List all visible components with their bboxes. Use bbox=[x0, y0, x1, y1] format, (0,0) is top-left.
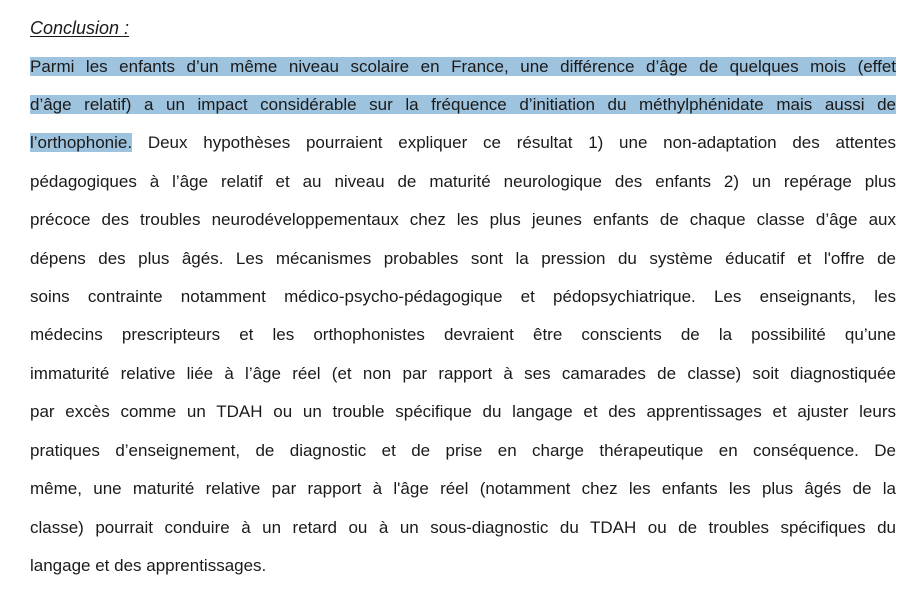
paragraph-line bbox=[30, 551, 896, 581]
body-text: même, une maturité relative par rapport à l'âge réel (notamment chez les enfants les plus âgés de la bbox=[30, 479, 896, 498]
paragraph-line bbox=[30, 90, 896, 120]
body-text: Deux hypothèses pourraient expliquer ce résultat 1) une non-adaptation des attentes bbox=[132, 133, 896, 152]
body-text: médecins prescripteurs et les orthophonistes devraient être conscients de la possibilité qu’une bbox=[30, 325, 896, 344]
body-text: pédagogiques à l’âge relatif et au niveau de maturité neurologique des enfants 2) un repérage plus bbox=[30, 172, 896, 191]
highlighted-text[interactable]: l’orthophonie. bbox=[30, 133, 133, 152]
highlighted-text[interactable]: Parmi les enfants d’un même niveau scolaire en France, une différence d’âge de quelques mois (effet bbox=[30, 57, 896, 76]
paragraph-line bbox=[30, 205, 896, 235]
paragraph-line bbox=[30, 244, 896, 274]
paragraph-line bbox=[30, 128, 896, 158]
paragraph-line bbox=[30, 513, 896, 543]
paragraph-line bbox=[30, 359, 896, 389]
body-text: classe) pourrait conduire à un retard ou à un sous-diagnostic du TDAH ou de troubles spécifiques du bbox=[30, 518, 896, 537]
body-text: dépens des plus âgés. Les mécanismes probables sont la pression du système éducatif et l'offre de bbox=[30, 249, 896, 268]
body-text: immaturité relative liée à l’âge réel (et non par rapport à ses camarades de classe) soit diagnostiquée bbox=[30, 364, 896, 383]
section-heading: Conclusion : bbox=[30, 18, 130, 38]
paragraph-line bbox=[30, 52, 896, 82]
paragraph-line bbox=[30, 167, 896, 197]
paragraph-line bbox=[30, 320, 896, 350]
highlighted-text[interactable]: d’âge relatif) a un impact considérable sur la fréquence d’initiation du méthylphénidate mais aussi de bbox=[30, 95, 896, 114]
body-text: langage et des apprentissages. bbox=[30, 556, 267, 575]
paragraph-line bbox=[30, 436, 896, 466]
paragraph-line bbox=[30, 282, 896, 312]
paragraph-line bbox=[30, 397, 896, 427]
paragraph-line bbox=[30, 474, 896, 504]
body-text: par excès comme un TDAH ou un trouble spécifique du langage et des apprentissages et ajuster leurs bbox=[30, 402, 896, 421]
body-text: précoce des troubles neurodéveloppementaux chez les plus jeunes enfants de chaque classe d’âge aux bbox=[30, 210, 896, 229]
body-text: soins contrainte notamment médico-psycho-pédagogique et pédopsychiatrique. Les enseignants, les bbox=[30, 287, 896, 306]
body-text: pratiques d’enseignement, de diagnostic et de prise en charge thérapeutique en conséquence. De bbox=[30, 441, 896, 460]
